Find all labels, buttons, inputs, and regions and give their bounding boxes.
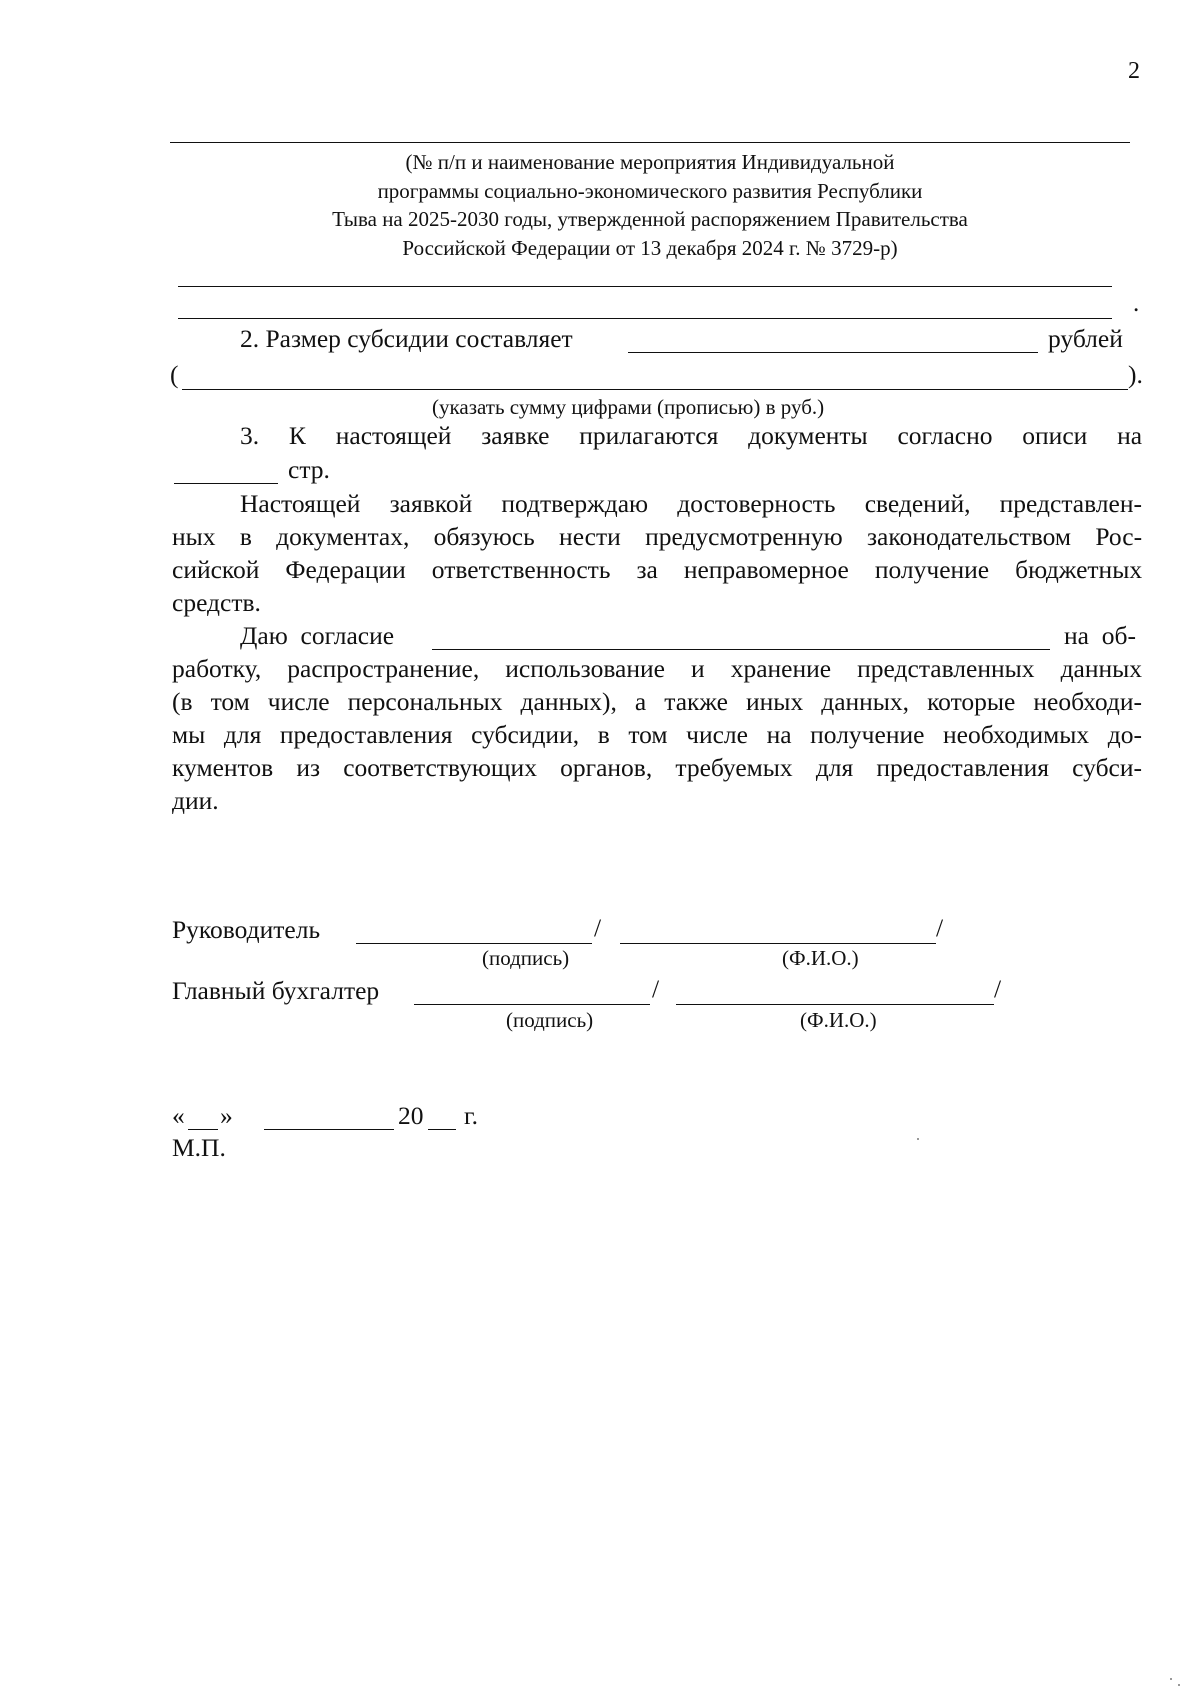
scan-speck (1178, 1684, 1180, 1686)
accountant-signature-hint: (подпись) (506, 1008, 594, 1032)
consent-first-left: Даю согласие (240, 621, 395, 650)
caption-line: программы социально-экономического развития Республики (377, 178, 923, 203)
accountant-name-field[interactable] (676, 1004, 994, 1005)
open-paren: ( (170, 360, 179, 389)
date-close-quote: » (220, 1101, 233, 1130)
accountant-name-hint: (Ф.И.О.) (800, 1008, 877, 1032)
consent-line: мы для предоставления субсидии, в том числе на получение необходимых до- (172, 720, 1142, 749)
consent-first-right: на об- (1064, 621, 1136, 650)
attachments-line: 3. К настоящей заявке прилагаются документы согласно описи на (240, 421, 1143, 450)
scan-speck (1170, 1678, 1172, 1680)
date-month-field[interactable] (264, 1129, 394, 1130)
subsidy-amount-words-field[interactable] (182, 389, 1128, 390)
pages-suffix: стр. (288, 455, 330, 484)
consent-line-last: дии. (172, 786, 219, 815)
head-name-hint: (Ф.И.О.) (782, 946, 859, 970)
measure-name-line (170, 142, 1130, 143)
date-day-field[interactable] (188, 1129, 218, 1130)
confirm-line-last: средств. (172, 588, 261, 617)
confirm-line: Настоящей заявкой подтверждаю достоверность сведений, представлен- (240, 489, 1142, 518)
head-name-field[interactable] (620, 943, 936, 944)
scan-speck (917, 1138, 919, 1140)
head-signature-field[interactable] (356, 943, 592, 944)
accountant-label: Главный бухгалтер (172, 976, 380, 1005)
head-slash-end: / (936, 913, 944, 942)
date-open-quote: « (172, 1101, 185, 1130)
caption-line: Тыва на 2025-2030 годы, утвержденной распоряжением Правительства (332, 207, 968, 231)
caption-line: (№ п/п и наименование мероприятия Индивидуальной (405, 150, 895, 174)
head-slash: / (594, 913, 602, 942)
pages-count-field[interactable] (174, 483, 278, 484)
head-signature-hint: (подпись) (482, 946, 570, 970)
subsidy-amount-field[interactable] (628, 352, 1038, 353)
accountant-signature-field[interactable] (414, 1004, 650, 1005)
amount-hint: (указать сумму цифрами (прописью) в руб.) (432, 395, 825, 419)
trailing-period: . (1133, 290, 1140, 317)
consent-organization-field[interactable] (432, 649, 1050, 650)
subsidy-amount-line (240, 324, 573, 354)
confirm-line: ных в документах, обязуюсь нести предусмотренную законодательством Рос- (172, 522, 1143, 551)
page-number: 2 (1128, 58, 1140, 84)
accountant-slash-end: / (994, 974, 1002, 1003)
confirm-line: сийской Федерации ответственность за неправомерное получение бюджетных (172, 555, 1143, 584)
date-year-prefix: 20 (398, 1101, 424, 1130)
accountant-slash: / (652, 974, 660, 1003)
blank-line-2 (178, 318, 1112, 319)
caption-line: Российской Федерации от 13 декабря 2024 г. № 3729-р) (402, 235, 898, 260)
date-year-suffix: г. (464, 1101, 478, 1130)
head-label: Руководитель (172, 915, 321, 944)
subsidy-amount-label: 2. Размер субсидии составляет (240, 324, 573, 353)
consent-line: работку, распространение, использование и хранение представленных данных (172, 654, 1143, 683)
consent-line: кументов из соответствующих органов, требуемых для предоставления субси- (172, 753, 1142, 782)
date-year-field[interactable] (428, 1129, 456, 1130)
rubles-unit: рублей (1048, 324, 1123, 353)
blank-line-1 (178, 286, 1112, 287)
consent-line: (в том числе персональных данных), а также иных данных, которые необходи- (172, 687, 1142, 716)
close-paren: ). (1128, 360, 1143, 389)
stamp-placeholder: М.П. (172, 1133, 226, 1162)
measure-caption (170, 148, 1130, 262)
